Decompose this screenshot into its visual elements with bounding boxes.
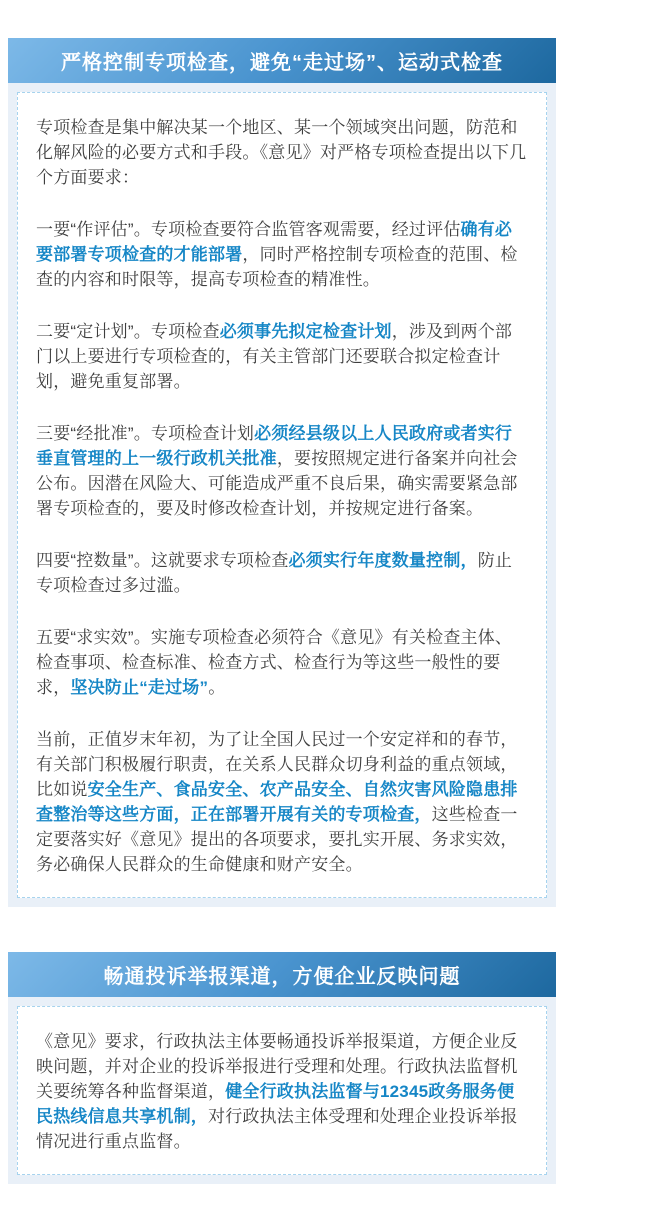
section-banner (8, 952, 556, 997)
section-banner (8, 38, 556, 83)
text-run: 对行政执法主体受理和处理企业投诉举报情况进行重点监督。 (36, 1107, 518, 1151)
highlighted-text: 坚决防止“走过场” (70, 678, 209, 697)
paragraph (36, 217, 528, 292)
text-run: 当前，正值岁末年初，为了让全国人民过一个安定祥和的春节，有关部门积极履行职责，在关系人民群众切身利益的重点领域，比如说 (36, 730, 518, 799)
section-card (8, 83, 556, 907)
section-content (17, 1006, 547, 1175)
highlighted-text: 安全生产、食品安全、农产品安全、自然灾害风险隐患排查整治等这些方面，正在部署开展有关的专项检查， (36, 780, 518, 824)
paragraph (36, 548, 528, 598)
highlighted-text: 必须事先拟定检查计划 (219, 322, 392, 341)
paragraph (36, 727, 528, 877)
paragraph (36, 115, 528, 190)
section-special-inspection (8, 38, 556, 907)
section-content (17, 92, 547, 898)
text-run: 防止专项检查过多过滥。 (36, 551, 513, 595)
text-run: 一要“作评估”。专项检查要符合监管客观需要，经过评估 (36, 220, 461, 239)
text-run: 五要“求实效”。实施专项检查必须符合《意见》有关检查主体、检查事项、检查标准、检查方式、检查行为等这些一般性的要求， (36, 628, 513, 697)
section-title: 畅通投诉举报渠道，方便企业反映问题 (103, 966, 461, 988)
text-run: ，涉及到两个部门以上要进行专项检查的，有关主管部门还要联合拟定检查计划，避免重复部署。 (36, 322, 513, 391)
paragraph (36, 625, 528, 700)
section-complaint-channels (8, 952, 556, 1184)
paragraph (36, 1029, 528, 1154)
highlighted-text: 必须经县级以上人民政府或者实行垂直管理的上一级行政机关批准 (36, 424, 513, 468)
text-run: ，同时严格控制专项检查的范围、检查的内容和时限等，提高专项检查的精准性。 (36, 245, 518, 289)
paragraph (36, 421, 528, 521)
text-run: 二要“定计划”。专项检查 (36, 322, 220, 341)
text-run: 。 (208, 678, 226, 697)
text-run: 专项检查是集中解决某一个地区、某一个领域突出问题，防范和化解风险的必要方式和手段。《意见》对严格专项检查提出以下几个方面要求： (36, 118, 527, 187)
text-run: 这些检查一定要落实好《意见》提出的各项要求，要扎实开展、务求实效，务必确保人民群众的生命健康和财产安全。 (36, 805, 518, 874)
paragraph (36, 319, 528, 394)
section-title: 严格控制专项检查，避免“走过场”、运动式检查 (61, 52, 503, 74)
text-run: 四要“控数量”。这就要求专项检查 (36, 551, 289, 570)
highlighted-text: 必须实行年度数量控制， (288, 551, 478, 570)
text-run: 《意见》要求，行政执法主体要畅通投诉举报渠道，方便企业反映问题，并对企业的投诉举报进行受理和处理。行政执法监督机关要统筹各种监督渠道， (36, 1032, 518, 1101)
text-run: ，要按照规定进行备案并向社会公布。因潜在风险大、可能造成严重不良后果，确实需要紧急部署专项检查的，要及时修改检查计划，并按规定进行备案。 (36, 449, 518, 518)
text-run: 三要“经批准”。专项检查计划 (36, 424, 255, 443)
highlighted-text: 健全行政执法监督与12345政务服务便民热线信息共享机制， (36, 1082, 515, 1126)
highlighted-text: 确有必要部署专项检查的才能部署 (36, 220, 513, 264)
section-card (8, 997, 556, 1184)
